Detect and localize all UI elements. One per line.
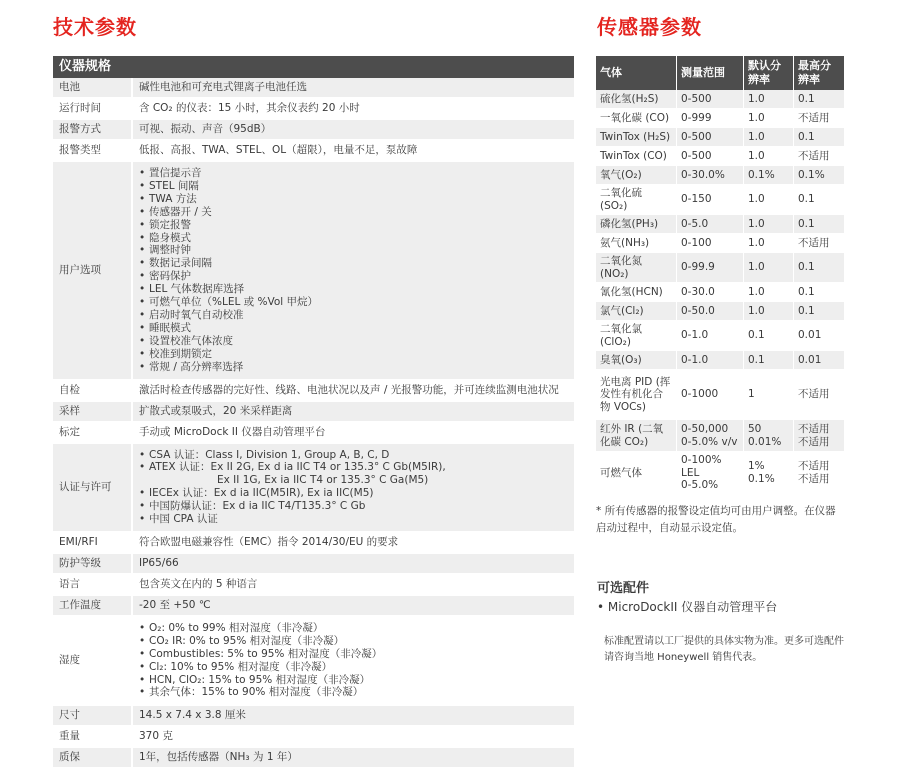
spec-list-item: • 校准到期锁定 (139, 348, 568, 361)
spec-value: 符合欧盟电磁兼容性（EMC）指令 2014/30/EU 的要求 (133, 533, 574, 552)
sensor-default-res: 1% 0.1% (744, 452, 794, 494)
sensor-gas: 氧气(O₂) (596, 166, 677, 184)
spec-list-item: • Combustibles: 5% to 95% 相对湿度（非冷凝） (139, 648, 568, 661)
spec-list-item: • LEL 气体数据库选择 (139, 283, 568, 296)
specs-table-header: 仪器规格 (53, 56, 574, 78)
spec-value (133, 444, 574, 531)
spec-row (53, 444, 574, 533)
sensor-max-res: 0.1 (794, 128, 845, 146)
sensor-max-res: 0.1 (794, 215, 845, 233)
spec-list-item: • HCN, ClO₂: 15% to 95% 相对湿度（非冷凝） (139, 674, 568, 687)
sensor-gas: 二氧化氮 (NO₂) (596, 253, 677, 282)
sensor-gas: 氰化氢(HCN) (596, 283, 677, 301)
sensor-range: 0-5.0 (677, 215, 744, 233)
sensor-max-res: 0.1 (794, 283, 845, 301)
accessories-item: • MicroDockII 仪器自动管理平台 (597, 600, 778, 614)
spec-label: 工作温度 (53, 596, 133, 615)
spec-value: 1年，包括传感器（NH₃ 为 1 年） (133, 748, 574, 767)
spec-list-item: Ex II 1G, Ex ia IIC T4 or 135.3° C Ga(M5) (217, 474, 429, 487)
sensor-default-res: 1.0 (744, 185, 794, 214)
spec-row (53, 575, 574, 596)
sensor-row (596, 185, 845, 215)
sensor-gas: 一氧化碳 (CO) (596, 109, 677, 127)
sensor-row (596, 420, 845, 452)
spec-row (53, 596, 574, 617)
spec-row (53, 748, 574, 769)
spec-label: 湿度 (53, 617, 133, 704)
sensor-row (596, 90, 845, 109)
sensor-range: 0-999 (677, 109, 744, 127)
spec-row (53, 727, 574, 748)
spec-label: 语言 (53, 575, 133, 594)
spec-value: IP65/66 (133, 554, 574, 573)
spec-list-item: • 传感器开 / 关 (139, 206, 568, 219)
spec-value: 370 克 (133, 727, 574, 746)
spec-list-item: • CSA 认证：Class I, Division 1, Group A, B, C, D (139, 449, 568, 462)
spec-label: 认证与许可 (53, 444, 133, 531)
sensor-row (596, 253, 845, 283)
sensor-max-res: 不适用 (794, 370, 845, 419)
sensor-max-res: 不适用 不适用 (794, 452, 845, 494)
spec-row (53, 162, 574, 381)
spec-row (53, 423, 574, 444)
header-default-resolution: 默认分辨率 (744, 56, 794, 90)
spec-row (53, 706, 574, 727)
sensor-gas: 氨气(NH₃) (596, 234, 677, 252)
spec-label: 尺寸 (53, 706, 133, 725)
sensor-max-res: 0.01 (794, 351, 845, 369)
spec-label: 质保 (53, 748, 133, 767)
sensor-gas: TwinTox (CO) (596, 147, 677, 165)
spec-label: 运行时间 (53, 99, 133, 118)
sensor-row (596, 109, 845, 128)
sensor-row (596, 234, 845, 253)
sensor-range: 0-100% LEL 0-5.0% (677, 452, 744, 494)
sensor-default-res: 0.1 (744, 321, 794, 350)
sensor-default-res: 1.0 (744, 109, 794, 127)
spec-list-item: • STEL 间隔 (139, 180, 568, 193)
sensor-range: 0-30.0% (677, 166, 744, 184)
spec-value: 低报、高报、TWA、STEL、OL（超限），电量不足，泵故障 (133, 141, 574, 160)
sensor-range: 0-500 (677, 90, 744, 108)
sensor-gas: 氯气(Cl₂) (596, 302, 677, 320)
sensor-default-res: 1 (744, 370, 794, 419)
sensor-row (596, 321, 845, 351)
sensor-max-res: 0.1 (794, 302, 845, 320)
spec-list-item: • 数据记录间隔 (139, 257, 568, 270)
sensor-range: 0-50.0 (677, 302, 744, 320)
spec-list-item: • 隐身模式 (139, 232, 568, 245)
spec-row (53, 141, 574, 162)
sensor-default-res: 1.0 (744, 234, 794, 252)
sensor-range: 0-500 (677, 147, 744, 165)
sensor-range: 0-50,000 0-5.0% v/v (677, 420, 744, 451)
spec-list-item: • 密码保护 (139, 270, 568, 283)
spec-row (53, 381, 574, 402)
sensor-range: 0-150 (677, 185, 744, 214)
sensor-default-res: 1.0 (744, 302, 794, 320)
spec-list-item: • 锁定报警 (139, 219, 568, 232)
sensor-range: 0-1.0 (677, 321, 744, 350)
sensor-max-res: 不适用 (794, 147, 845, 165)
sensor-gas: 可燃气体 (596, 452, 677, 494)
page-title-sensors: 传感器参数 (597, 15, 702, 39)
spec-list-item: • 其余气体：15% to 90% 相对湿度（非冷凝） (139, 686, 568, 699)
sensor-gas: 二氧化氯 (ClO₂) (596, 321, 677, 350)
sensor-default-res: 1.0 (744, 128, 794, 146)
sensor-row (596, 215, 845, 234)
spec-label: EMI/RFI (53, 533, 133, 552)
spec-label: 标定 (53, 423, 133, 442)
accessories-note: 标准配置请以工厂提供的具体实物为准。更多可选配件请咨询当地 Honeywell 销售代表。 (604, 636, 844, 663)
page-title-specs: 技术参数 (53, 15, 137, 39)
spec-row (53, 120, 574, 141)
sensor-max-res: 0.1 (794, 185, 845, 214)
sensor-max-res: 不适用 (794, 109, 845, 127)
sensor-max-res: 0.01 (794, 321, 845, 350)
spec-value: 手动或 MicroDock II 仪器自动管理平台 (133, 423, 574, 442)
spec-list-item: • 设置校准气体浓度 (139, 335, 568, 348)
header-range: 测量范围 (677, 56, 744, 90)
spec-value: 碱性电池和可充电式锂离子电池任选 (133, 78, 574, 97)
sensor-default-res: 0.1% (744, 166, 794, 184)
spec-label: 电池 (53, 78, 133, 97)
sensor-default-res: 0.1 (744, 351, 794, 369)
header-gas: 气体 (596, 56, 677, 90)
spec-value (133, 617, 574, 704)
spec-label: 采样 (53, 402, 133, 421)
spec-list-item: • CO₂ IR: 0% to 95% 相对湿度（非冷凝） (139, 635, 568, 648)
sensor-row (596, 452, 845, 495)
spec-label: 自检 (53, 381, 133, 400)
spec-list-item: • O₂: 0% to 99% 相对湿度（非冷凝） (139, 622, 568, 635)
sensor-range: 0-500 (677, 128, 744, 146)
spec-value: 包含英文在内的 5 种语言 (133, 575, 574, 594)
header-max-resolution: 最高分辨率 (794, 56, 845, 90)
spec-value: -20 至 +50 ℃ (133, 596, 574, 615)
spec-label: 报警方式 (53, 120, 133, 139)
spec-row (53, 617, 574, 706)
sensor-max-res: 不适用 不适用 (794, 420, 845, 451)
spec-list-item: • 常规 / 高分辨率选择 (139, 361, 568, 374)
spec-list-item: • 中国 CPA 认证 (139, 513, 568, 526)
sensor-max-res: 0.1 (794, 90, 845, 108)
sensor-table (596, 56, 845, 495)
spec-value: 激活时检查传感器的完好性、线路、电池状况以及声 / 光报警功能，并可连续监测电池状况 (133, 381, 574, 400)
spec-row (53, 402, 574, 423)
sensor-gas: 光电离 PID (挥发性有机化合物 VOCs) (596, 370, 677, 419)
sensor-gas: 二氧化硫 (SO₂) (596, 185, 677, 214)
spec-row (53, 99, 574, 120)
spec-label: 重量 (53, 727, 133, 746)
sensor-row (596, 302, 845, 321)
spec-label: 用户选项 (53, 162, 133, 379)
spec-list-item: • 调整时钟 (139, 244, 568, 257)
specs-table (53, 56, 574, 769)
sensor-gas: 磷化氢(PH₃) (596, 215, 677, 233)
spec-value: 可视、振动、声音（95dB） (133, 120, 574, 139)
sensor-range: 0-100 (677, 234, 744, 252)
sensor-row (596, 351, 845, 370)
spec-label: 报警类型 (53, 141, 133, 160)
spec-list-item: • IECEx 认证：Ex d ia IIC(M5IR), Ex ia IIC(M5) (139, 487, 568, 500)
sensor-gas: 红外 IR (二氧化碳 CO₂) (596, 420, 677, 451)
sensor-row (596, 370, 845, 420)
sensor-gas: 硫化氢(H₂S) (596, 90, 677, 108)
sensor-row (596, 166, 845, 185)
sensor-range: 0-30.0 (677, 283, 744, 301)
spec-list-item: • 睡眠模式 (139, 322, 568, 335)
sensor-row (596, 147, 845, 166)
sensor-default-res: 50 0.01% (744, 420, 794, 451)
sensor-max-res: 0.1 (794, 253, 845, 282)
spec-list-item: • 置信提示音 (139, 167, 568, 180)
spec-list-item: • 启动时氧气自动校准 (139, 309, 568, 322)
spec-row (53, 78, 574, 99)
spec-list-item: • ATEX 认证：Ex II 2G, Ex d ia IIC T4 or 135.3° C Gb(M5IR), (139, 461, 568, 474)
spec-label: 防护等级 (53, 554, 133, 573)
spec-list-item: • 中国防爆认证：Ex d ia IIC T4/T135.3° C Gb (139, 500, 568, 513)
spec-list-item: • 可燃气单位（%LEL 或 %Vol 甲烷） (139, 296, 568, 309)
sensor-gas: TwinTox (H₂S) (596, 128, 677, 146)
spec-value: 含 CO₂ 的仪表：15 小时，其余仪表约 20 小时 (133, 99, 574, 118)
sensor-default-res: 1.0 (744, 147, 794, 165)
sensor-range: 0-1.0 (677, 351, 744, 369)
sensor-max-res: 0.1% (794, 166, 845, 184)
sensor-default-res: 1.0 (744, 283, 794, 301)
spec-list-item: • TWA 方法 (139, 193, 568, 206)
spec-list-item: • Cl₂: 10% to 95% 相对湿度（非冷凝） (139, 661, 568, 674)
sensor-row (596, 283, 845, 302)
spec-value: 14.5 x 7.4 x 3.8 厘米 (133, 706, 574, 725)
sensor-range: 0-1000 (677, 370, 744, 419)
spec-value: 扩散式或泵吸式，20 米采样距离 (133, 402, 574, 421)
sensor-range: 0-99.9 (677, 253, 744, 282)
sensor-gas: 臭氧(O₃) (596, 351, 677, 369)
sensor-max-res: 不适用 (794, 234, 845, 252)
accessories-title: 可选配件 (597, 581, 650, 596)
sensor-default-res: 1.0 (744, 215, 794, 233)
spec-row (53, 554, 574, 575)
sensor-default-res: 1.0 (744, 253, 794, 282)
sensor-footnote: * 所有传感器的报警设定值均可由用户调整。在仪器启动过程中，自动显示设定值。 (596, 505, 836, 534)
spec-row (53, 533, 574, 554)
spec-value (133, 162, 574, 379)
sensor-default-res: 1.0 (744, 90, 794, 108)
sensor-table-header (596, 56, 845, 90)
sensor-row (596, 128, 845, 147)
